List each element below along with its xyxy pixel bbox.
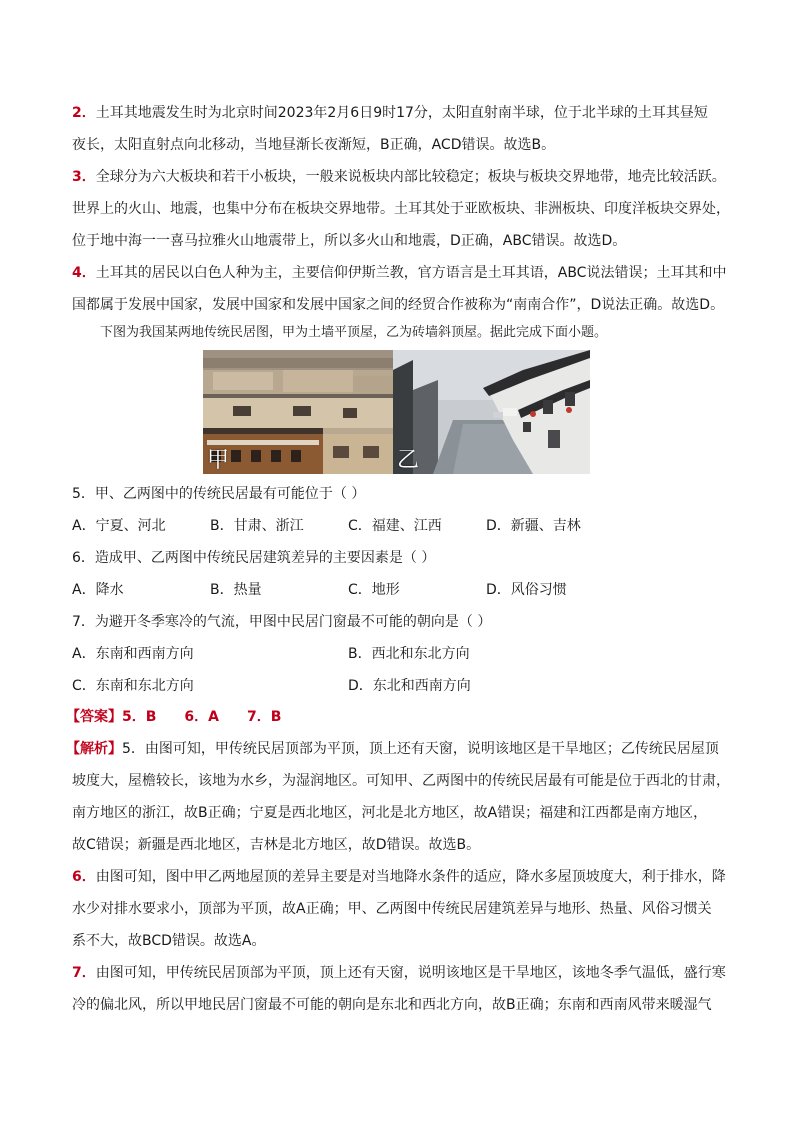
question-5-stem: 5．甲、乙两图中的传统民居最有可能位于（ ） bbox=[72, 486, 366, 502]
flat-roof-houses-image bbox=[203, 350, 393, 474]
analysis-q2-line-1: 2．土耳其地震发生时为北京时间2023年2月6日9时17分，太阳直射南半球，位于北半球的土耳其昼短 bbox=[72, 105, 708, 121]
q7-option-c: C．东南和东北方向 bbox=[72, 678, 194, 694]
analysis-tag: 【解析】 bbox=[66, 741, 122, 757]
question-number: 3． bbox=[72, 169, 96, 185]
q5-option-b: B．甘肃、浙江 bbox=[210, 518, 304, 534]
photo-label-yi: 乙 bbox=[397, 448, 420, 473]
question-number: 6． bbox=[72, 869, 96, 885]
answer-line bbox=[66, 701, 726, 733]
figure-intro: 下图为我国某两地传统民居图，甲为土墙平顶屋，乙为砖墙斜顶屋。据此完成下面小题。 bbox=[100, 325, 608, 340]
analysis-q6-line-3: 系不大，故BCD错误。故选A。 bbox=[72, 933, 266, 949]
photo-label-jia: 甲 bbox=[207, 448, 230, 473]
analysis-q5-line-3: 南方地区的浙江，故B正确；宁夏是西北地区，河北是北方地区，故A错误；福建和江西都是南方地区， bbox=[72, 805, 708, 821]
q5-option-a: A．宁夏、河北 bbox=[72, 518, 166, 534]
analysis-q4-line-2: 国都属于发展中国家，发展中国家和发展中国家之间的经贸合作被称为“南南合作”，D说法正确。故选D。 bbox=[72, 297, 725, 313]
analysis-q6-line-2: 水少对排水要求小，顶部为平顶，故A正确；甲、乙两图中传统民居建筑差异与地形、热量、风俗习惯关 bbox=[72, 901, 712, 917]
q7-option-d: D．东北和西南方向 bbox=[348, 678, 471, 694]
q7-option-b: B．西北和东北方向 bbox=[348, 646, 470, 662]
question-number: 2． bbox=[72, 105, 96, 121]
photo-yi bbox=[393, 350, 590, 474]
answer-text: 5．B 6．A 7．B bbox=[122, 709, 282, 725]
analysis-q2-line-2: 夜长，太阳直射点向北移动，当地昼渐长夜渐短，B正确，ACD错误。故选B。 bbox=[72, 137, 556, 153]
analysis-q3-line-2: 世界上的火山、地震，也集中分布在板块交界地带。土耳其处于亚欧板块、非洲板块、印度洋板块交界处， bbox=[72, 201, 730, 217]
analysis-q3-line-3: 位于地中海一一喜马拉雅火山地震带上，所以多火山和地震，D正确，ABC错误。故选D。 bbox=[72, 233, 627, 249]
q6-option-b: B．热量 bbox=[210, 582, 262, 598]
analysis-q5-line-1: 【解析】5．由图可知，甲传统民居顶部为平顶，顶上还有天窗，说明该地区是干旱地区；乙传统民居屋顶 bbox=[66, 741, 719, 757]
q6-option-d: D．风俗习惯 bbox=[486, 582, 567, 598]
q6-option-c: C．地形 bbox=[348, 582, 400, 598]
analysis-q6-line-1: 6．由图可知，图中甲乙两地屋顶的差异主要是对当地降水条件的适应，降水多屋顶坡度大，利于排水，降 bbox=[72, 869, 726, 885]
analysis-q7-line-1: 7．由图可知，甲传统民居顶部为平顶，顶上还有天窗，说明该地区是干旱地区，该地冬季气温低，盛行寒 bbox=[72, 965, 726, 981]
q6-option-a: A．降水 bbox=[72, 582, 124, 598]
analysis-q5-line-2: 坡度大，屋檐较长，该地为水乡，为湿润地区。可知甲、乙两图中的传统民居最有可能是位于西北的甘肃， bbox=[72, 773, 730, 789]
photo-jia bbox=[203, 350, 393, 474]
analysis-q7-line-2: 冷的偏北风，所以甲地民居门窗最不可能的朝向是东北和西北方向，故B正确；东南和西南风带来暖湿气 bbox=[72, 997, 712, 1013]
analysis-q5-line-4: 故C错误；新疆是西北地区，吉林是北方地区，故D错误。故选B。 bbox=[72, 837, 481, 853]
question-6-stem: 6．造成甲、乙两图中传统民居建筑差异的主要因素是（ ） bbox=[72, 550, 436, 566]
question-number: 4． bbox=[72, 265, 96, 281]
q5-option-d: D．新疆、吉林 bbox=[486, 518, 581, 534]
analysis-q3-line-1: 3．全球分为六大板块和若干小板块，一般来说板块内部比较稳定；板块与板块交界地带，地壳比较活跃。 bbox=[72, 169, 726, 185]
question-number: 7． bbox=[72, 965, 96, 981]
analysis-q4-line-1: 4．土耳其的居民以白色人种为主，主要信仰伊斯兰教，官方语言是土耳其语，ABC说法错误；土耳其和中 bbox=[72, 265, 727, 281]
water-town-image bbox=[393, 350, 590, 474]
q5-option-c: C．福建、江西 bbox=[348, 518, 442, 534]
question-7-stem: 7．为避开冬季寒冷的气流，甲图中民居门窗最不可能的朝向是（ ） bbox=[72, 614, 492, 630]
q7-option-a: A．东南和西南方向 bbox=[72, 646, 194, 662]
answer-tag: 【答案】 bbox=[66, 709, 122, 725]
